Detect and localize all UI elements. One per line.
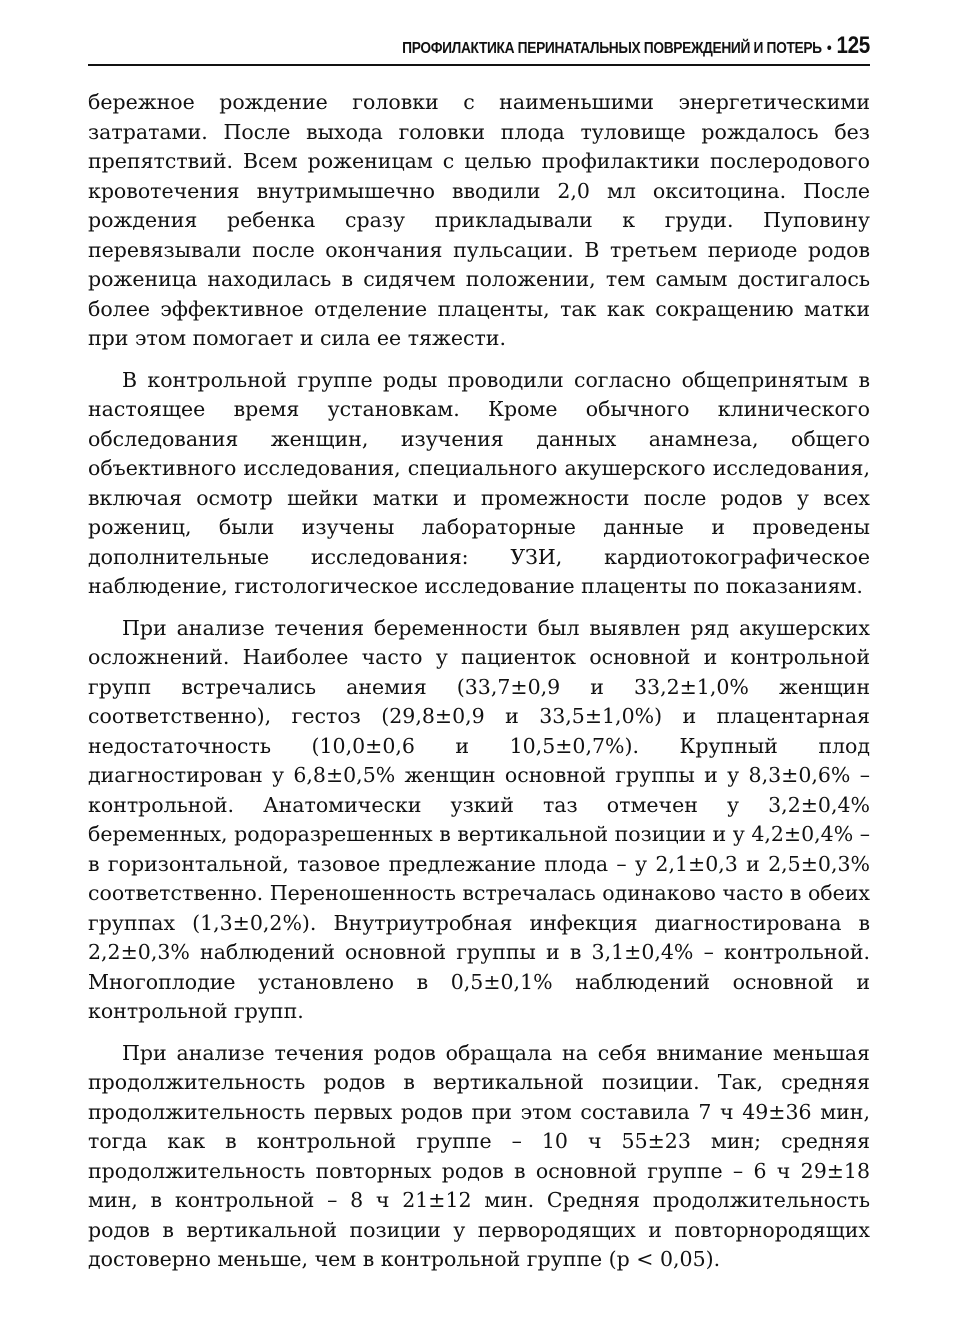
header-line bbox=[402, 32, 870, 60]
paragraph-continuation: бережное рождение головки с наименьшими энергетическими затратами. После выхода головки плода туловище рождалось без препятствий. Всем роженицам с целью профилактики послеродового кровотечения внутримышечно вводили 2,0 мл окситоцина. После рождения ребенка сразу прикладывали к груди. Пуповину перевязывали после окончания пульсации. В третьем периоде родов роженица находилась в сидячем положении, тем самым достигалось более эффективное отделение плаценты, так как сокращению матки при этом помогает и сила ее тяжести. bbox=[88, 90, 870, 350]
running-title: ПРОФИЛАКТИКА ПЕРИНАТАЛЬНЫХ ПОВРЕЖДЕНИЙ И ПОТЕРЬ bbox=[402, 40, 822, 57]
running-header bbox=[88, 30, 870, 70]
body-text bbox=[88, 88, 870, 1287]
paragraph-labor-duration: При анализе течения родов обращала на себя внимание меньшая продолжительность родов в вертикальной позиции. Так, средняя продолжительность первых родов при этом составила 7 ч 49±36 мин, тогда как в контрольной группе – 10 ч 55±23 мин; средняя продолжительность повторных родов в основной группе – 6 ч 29±18 мин, в контрольной – 8 ч 21±12 мин. Средняя продолжительность родов в вертикальной позиции у первородящих и повторнородящих достоверно меньше, чем в контрольной группе (p < 0,05). bbox=[88, 1040, 870, 1271]
bullet-separator: • bbox=[826, 40, 832, 57]
paragraph-control-group: В контрольной группе роды проводили согласно общепринятым в настоящее время установкам. Кроме обычного клинического обследования женщин, изучения данных анамнеза, общего объективного исследования, специального акушерского исследования, включая осмотр шейки матки и промежности после родов у всех рожениц, были изучены лабораторные данные и проведены дополнительные исследования: УЗИ, кардиотокографическое наблюдение, гистологическое исследование плаценты по показаниям. bbox=[88, 367, 870, 598]
header-rule bbox=[88, 64, 870, 66]
page-number: 125 bbox=[836, 32, 870, 59]
paragraph-pregnancy-complications: При анализе течения беременности был выявлен ряд акушерских осложнений. Наиболее часто у пациенток основной и контрольной групп встречались анемия (33,7±0,9 и 33,2±1,0% женщин соответственно), гестоз (29,8±0,9 и 33,5±1,0%) и плацентарная недостаточность (10,0±0,6 и 10,5±0,7%). Крупный плод диагностирован у 6,8±0,5% женщин основной группы и у 8,3±0,6% – контрольной. Анатомически узкий таз отмечен у 3,2±0,4% беременных, родоразрешенных в вертикальной позиции и у 4,2±0,4% – в горизонтальной, тазовое предлежание плода – у 2,1±0,3 и 2,5±0,3% соответственно. Переношенность встречалась одинаково часто в обеих группах (1,3±0,2%). Внутриутробная инфекция диагностирована в 2,2±0,3% наблюдений основной группы и в 3,1±0,4% – контрольной. Многоплодие установлено в 0,5±0,1% наблюдений основной и контрольной групп. bbox=[88, 615, 870, 1023]
